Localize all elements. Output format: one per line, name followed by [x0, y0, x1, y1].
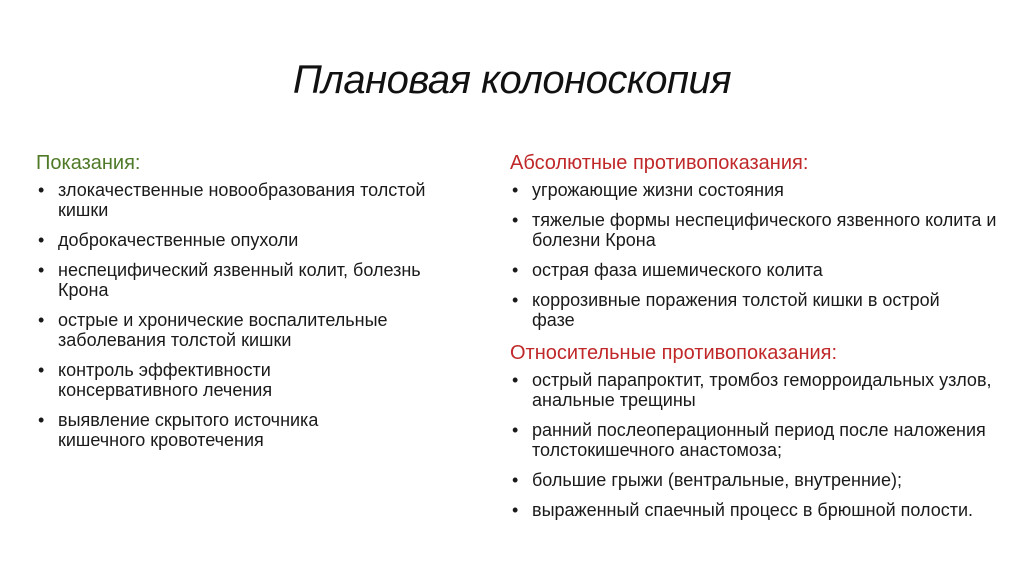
list-item: • коррозивные поражения толстой кишки в острой фазе: [510, 290, 972, 330]
list-item: • острая фаза ишемического колита: [510, 260, 1010, 280]
contraindications-column: [510, 150, 1010, 530]
relative-contraindications-section: [510, 340, 1010, 520]
relative-contraindications-list: [510, 370, 1010, 520]
indications-heading: Показания:: [36, 152, 141, 174]
slide-title: Плановая колоноскопия: [292, 58, 732, 102]
list-item: • ранний послеоперационный период после наложения толстокишечного анастомоза;: [510, 420, 1002, 460]
list-item: • большие грыжи (вентральные, внутренние);: [510, 470, 1010, 490]
list-item: • выраженный спаечный процесс в брюшной полости.: [510, 500, 1002, 520]
list-item: • доброкачественные опухоли: [36, 230, 476, 250]
indications-column: [36, 150, 476, 460]
list-item: • выявление скрытого источника кишечного кровотечения: [36, 410, 398, 450]
list-item: • острый парапроктит, тромбоз геморроидальных узлов, анальные трещины: [510, 370, 1002, 410]
list-item: • угрожающие жизни состояния: [510, 180, 1010, 200]
list-item: • контроль эффективности консервативного лечения: [36, 360, 358, 400]
relative-contraindications-heading: Относительные противопоказания:: [510, 342, 838, 364]
list-item: • злокачественные новообразования толстой кишки: [36, 180, 438, 220]
indications-list: [36, 180, 476, 450]
list-item: • тяжелые формы неспецифического язвенного колита и болезни Крона: [510, 210, 1010, 250]
absolute-contraindications-heading: Абсолютные противопоказания:: [510, 152, 809, 174]
list-item: • острые и хронические воспалительные заболевания толстой кишки: [36, 310, 476, 350]
absolute-contraindications-list: [510, 180, 1010, 330]
list-item: • неспецифический язвенный колит, болезнь Крона: [36, 260, 438, 300]
